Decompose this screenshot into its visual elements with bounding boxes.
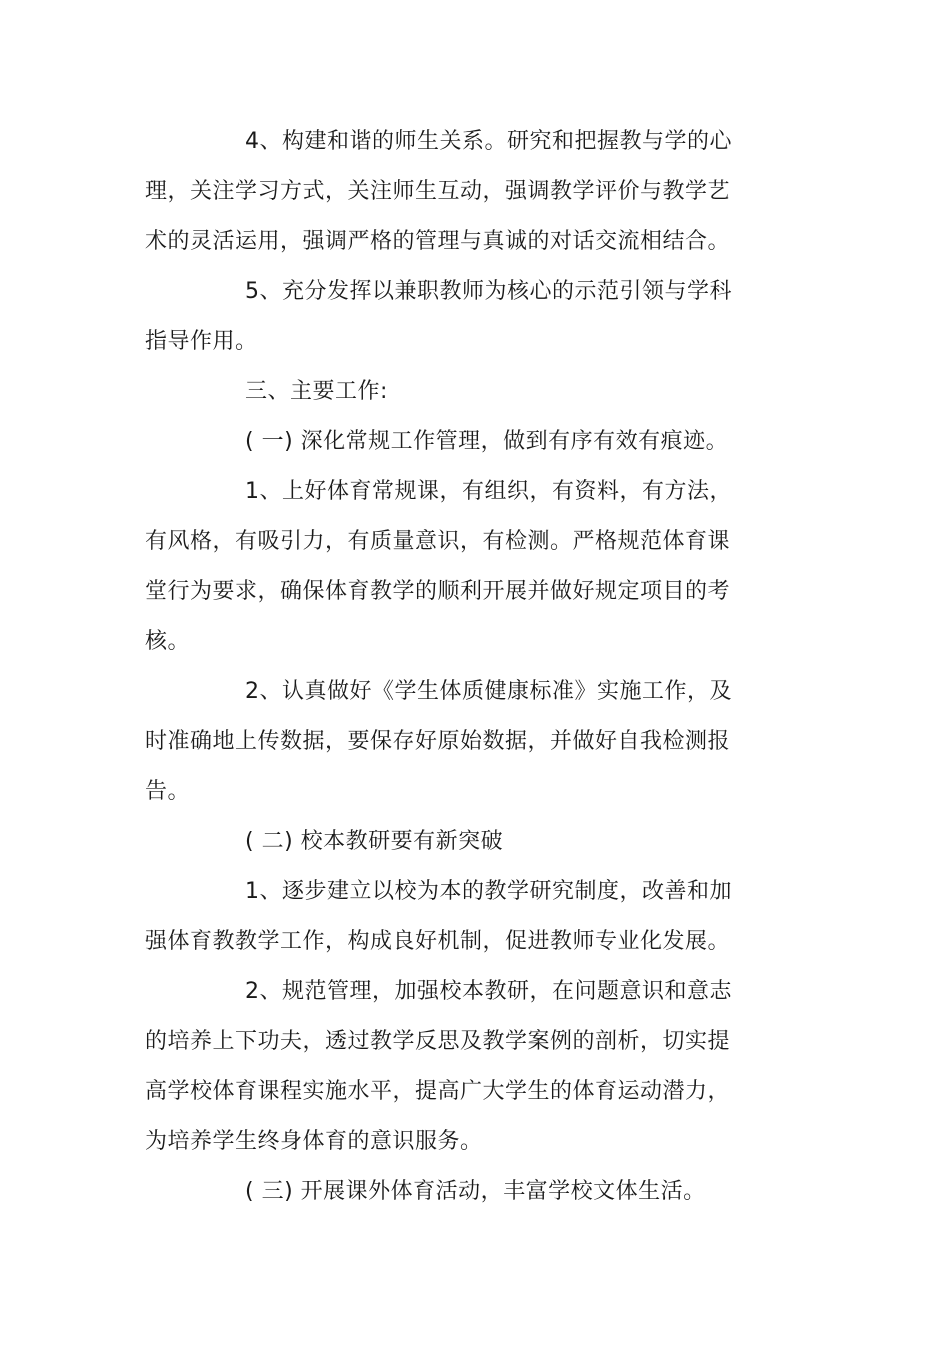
paragraph-item-2-health-standard: 2、认真做好《学生体质健康标准》实施工作，及时准确地上传数据，要保存好原始数据，并做好自我检测报告。: [145, 679, 732, 804]
subsection-heading-2: ( 二) 校本教研要有新突破: [245, 829, 504, 854]
document-body: [145, 117, 745, 1217]
paragraph-item-4: 4、构建和谐的师生关系。研究和把握教与学的心理，关注学习方式，关注师生互动，强调教学评价与教学艺术的灵活运用，强调严格的管理与真诚的对话交流相结合。: [145, 129, 732, 254]
paragraph-item-5: 5、充分发挥以兼职教师为核心的示范引领与学科指导作用。: [145, 279, 732, 354]
paragraph-item-1-pe-class: 1、上好体育常规课，有组织，有资料，有方法，有风格，有吸引力，有质量意识，有检测。严格规范体育课堂行为要求，确保体育教学的顺利开展并做好规定项目的考核。: [145, 479, 732, 654]
section-heading-main-work: 三、主要工作:: [245, 379, 388, 404]
subsection-heading-3: ( 三) 开展课外体育活动，丰富学校文体生活。: [245, 1179, 706, 1204]
paragraph-item-2-management: 2、规范管理，加强校本教研，在问题意识和意志的培养上下功夫，透过教学反思及教学案例的剖析，切实提高学校体育课程实施水平，提高广大学生的体育运动潜力，为培养学生终身体育的意识服务。: [145, 979, 732, 1154]
subsection-heading-1: ( 一) 深化常规工作管理，做到有序有效有痕迹。: [245, 429, 729, 454]
paragraph-item-1-research-system: 1、逐步建立以校为本的教学研究制度，改善和加强体育教教学工作，构成良好机制，促进教师专业化发展。: [145, 879, 732, 954]
